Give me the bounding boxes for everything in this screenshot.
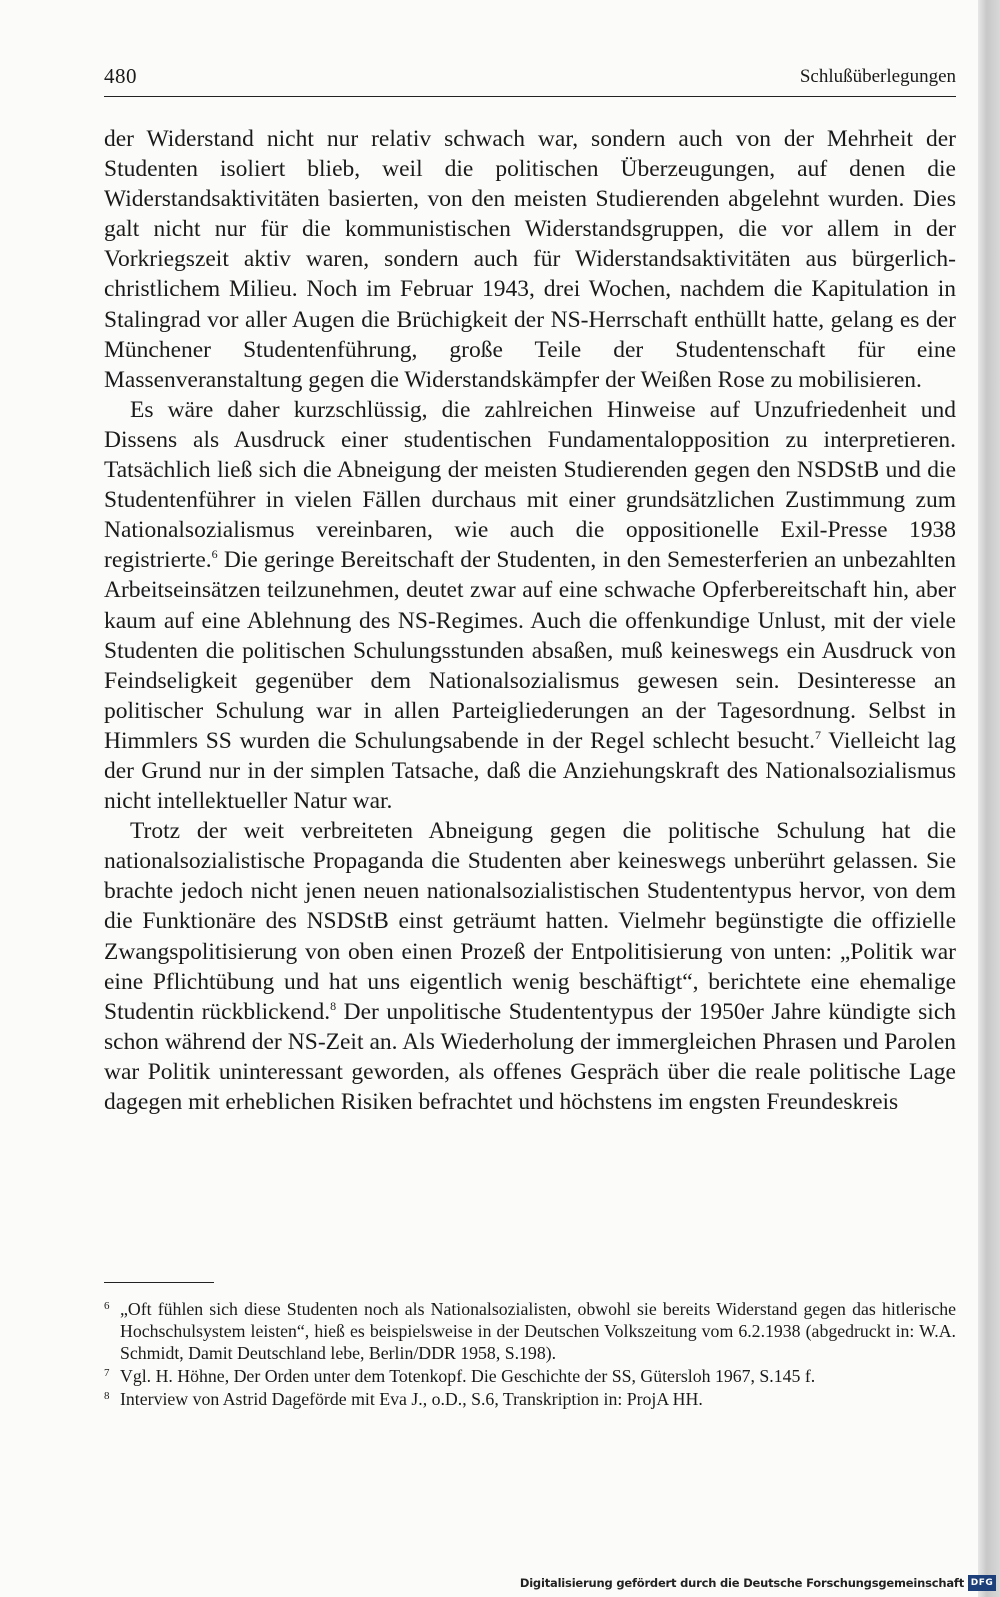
footnote-text: „Oft fühlen sich diese Studenten noch als Nationalsozialisten, obwohl sie bereits Widerstand gegen das hitlerische Hochschulsystem leisten“, hieß es beispielsweise in der Deutschen Volkszeitung vom 6.2.1938 (abgedruckt in: W.A. Schmidt, Damit Deutschland lebe, Berlin/DDR 1958, S.198). (120, 1299, 956, 1363)
paragraph-3 (104, 816, 956, 1117)
footnote-ref-6[interactable]: 6 (211, 547, 218, 562)
footnote-text: Vgl. H. Höhne, Der Orden unter dem Totenkopf. Die Geschichte der SS, Gütersloh 1967, S.145 f. (120, 1366, 816, 1386)
page-number: 480 (104, 64, 137, 88)
footnote-number: 7 (104, 1367, 110, 1379)
footnote-8 (104, 1388, 956, 1410)
body-text (104, 124, 956, 1117)
footnote-6 (104, 1298, 956, 1364)
footnotes (104, 1298, 956, 1411)
paragraph-2-part-b: Die geringe Bereitschaft der Studenten, in den Semesterferien an unbezahlten Arbeitseinsätzen teilzunehmen, deutet zwar auf eine schwache Opferbereitschaft hin, aber kaum auf eine Ablehnung des NS-Regimes. Auch die offenkundige Unlust, mit der viele Studenten die politischen Schulungsstunden absaßen, muß keineswegs ein Ausdruck von Feindseligkeit gegenüber dem Nationalsozialismus gewesen sein. Desinteresse an politischer Schulung war in allen Parteigliederungen an der Tagesordnung. Selbst in Himmlers SS wurden die Schulungsabende in der Regel schlecht besucht. (104, 547, 956, 754)
footnote-divider (104, 1282, 214, 1283)
footnote-number: 6 (104, 1300, 110, 1312)
footnote-number: 8 (104, 1390, 110, 1402)
paragraph-3-part-b: Der unpolitische Studententypus der 1950er Jahre kündigte sich schon während der NS-Zeit an. Als Wiederholung der immergleichen Phrasen und Parolen war Politik uninteressant geworden, als offenes Gespräch über die reale politische Lage dagegen mit erheblichen Risiken befrachtet und höchstens im engsten Freundeskreis (104, 998, 957, 1115)
paragraph-3-part-a: Trotz der weit verbreiteten Abneigung gegen die politische Schulung hat die nationalsozialistische Propaganda die Studenten aber keineswegs unberührt gelassen. Sie brachte jedoch nicht jenen neuen nationalsozialistischen Studententypus hervor, von dem die Funktionäre des NSDStB einst geträumt hatten. Vielmehr begünstigte die offizielle Zwangspolitisierung von oben einen Prozeß der Entpolitisierung von unten: „Politik war eine Pflichtübung und hat uns eigentlich wenig beschäftigt“, berichtete eine ehemalige Studentin rückblickend. (104, 818, 956, 1025)
page-header (104, 60, 956, 97)
footnote-ref-7[interactable]: 7 (815, 727, 822, 742)
footnote-ref-8[interactable]: 8 (330, 998, 337, 1013)
digitization-credit (520, 1572, 996, 1594)
credit-text: Digitalisierung gefördert durch die Deutsche Forschungsgemeinschaft (519, 1576, 964, 1590)
paragraph-2 (104, 395, 956, 816)
footnote-text: Interview von Astrid Dageförde mit Eva J., o.D., S.6, Transkription in: ProjA HH. (120, 1389, 703, 1409)
paragraph-2-part-a: Es wäre daher kurzschlüssig, die zahlreichen Hinweise auf Unzufriedenheit und Dissens als Ausdruck einer studentischen Fundamentalopposition zu interpretieren. Tatsächlich ließ sich die Abneigung der meisten Studierenden gegen den NSDStB und die Studentenführer in vielen Fällen durchaus mit einer grundsätzlichen Zustimmung zum Nationalsozialismus vereinbaren, wie auch die oppositionelle Exil-Presse 1938 registrierte. (104, 396, 956, 574)
page-edge-shadow (978, 0, 1000, 1597)
dfg-logo-icon: DFG (968, 1575, 996, 1591)
paragraph-1: der Widerstand nicht nur relativ schwach war, sondern auch von der Mehrheit der Studenten isoliert blieb, weil die politischen Überzeugungen, auf denen die Widerstandsaktivitäten basierten, von den meisten Studierenden abgelehnt wurden. Dies galt nicht nur für die kommunistischen Widerstandsgruppen, die vor allem in der Vorkriegszeit aktiv waren, sondern auch für Widerstandsaktivitäten aus bürgerlich-christlichem Milieu. Noch im Februar 1943, drei Wochen, nachdem die Kapitulation in Stalingrad vor aller Augen die Brüchigkeit der NS-Herrschaft enthüllt hatte, gelang es der Münchener Studentenführung, große Teile der Studentenschaft für eine Massenveranstaltung gegen die Widerstandskämpfer der Weißen Rose zu mobilisieren. (104, 126, 956, 393)
running-head: Schlußüberlegungen (799, 66, 956, 87)
footnote-7 (104, 1365, 956, 1387)
paragraph-2-part-c: Vielleicht lag der Grund nur in der simplen Tatsache, daß die Anziehungskraft des Nationalsozialismus nicht intellektueller Natur war. (104, 727, 956, 815)
